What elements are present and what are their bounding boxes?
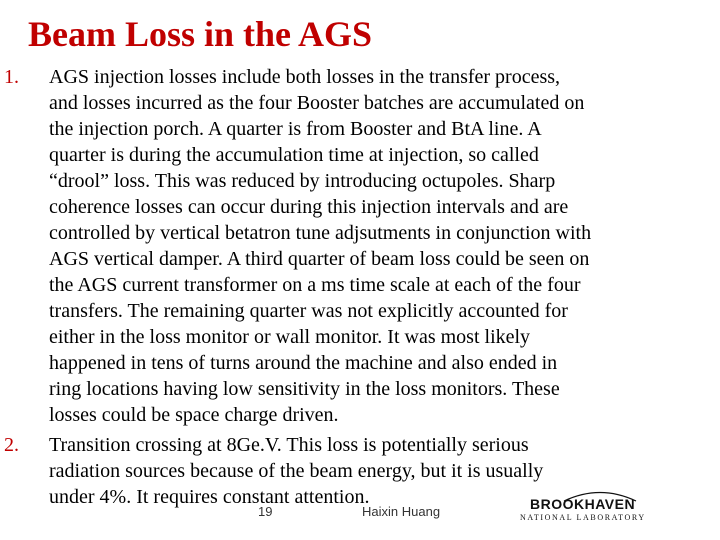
- text-line: “drool” loss. This was reduced by introducing octupoles. Sharp: [49, 170, 556, 192]
- text-line: AGS vertical damper. A third quarter of beam loss could be seen on: [49, 248, 590, 270]
- text-line: radiation sources because of the beam energy, but it is usually: [49, 460, 544, 482]
- text-line: controlled by vertical betatron tune adjsutments in conjunction with: [49, 222, 592, 244]
- text-line: transfers. The remaining quarter was not explicitly accounted for: [49, 300, 568, 322]
- text-line: the injection porch. A quarter is from Booster and BtA line. A: [49, 118, 542, 140]
- text-line: the AGS current transformer on a ms time scale at each of the four: [49, 274, 581, 296]
- text-line: coherence losses can occur during this injection intervals and are: [49, 196, 569, 218]
- text-line: losses could be space charge driven.: [49, 404, 339, 426]
- text-line: either in the loss monitor or wall monitor. It was most likely: [49, 326, 531, 348]
- author-name: Haixin Huang: [362, 504, 441, 519]
- text-line: happened in tens of turns around the machine and also ended in: [49, 352, 558, 374]
- list-item-number: 2.: [4, 434, 19, 456]
- slide-title: Beam Loss in the AGS: [28, 14, 373, 54]
- list-item-number: 1.: [4, 66, 19, 88]
- text-line: Transition crossing at 8Ge.V. This loss is potentially serious: [49, 434, 529, 456]
- text-line: under 4%. It requires constant attention.: [49, 486, 370, 508]
- page-number: 19: [258, 504, 273, 519]
- brookhaven-logo: [520, 494, 660, 524]
- text-line: AGS injection losses include both losses in the transfer process,: [49, 66, 561, 88]
- list-item-text: [49, 64, 717, 428]
- logo-wordmark: BROOKHAVEN: [530, 496, 636, 512]
- logo-subtitle: NATIONAL LABORATORY: [520, 513, 646, 522]
- text-line: and losses incurred as the four Booster batches are accumulated on: [49, 92, 585, 114]
- text-line: ring locations having low sensitivity in the loss monitors. These: [49, 378, 560, 400]
- text-line: quarter is during the accumulation time at injection, so called: [49, 144, 539, 166]
